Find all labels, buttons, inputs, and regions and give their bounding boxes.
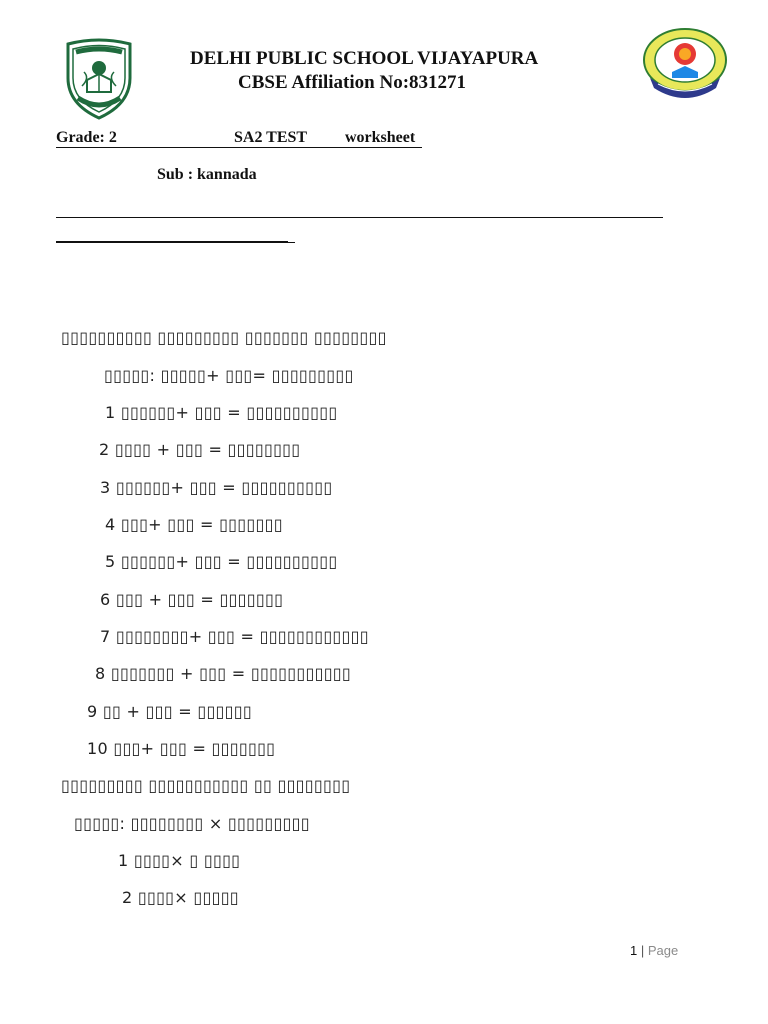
cbse-logo-right: [640, 26, 730, 98]
subject-label: Sub : kannada: [157, 166, 257, 183]
affiliation-number: CBSE Affiliation No:831271: [238, 72, 467, 93]
section2-heading: ▯▯▯▯▯▯▯▯▯ ▯▯▯▯▯▯▯▯▯▯▯ ▯▯ ▯▯▯▯▯▯▯▯: [61, 776, 351, 795]
test-label: SA2 TEST: [234, 129, 308, 146]
section1-item: 2 ▯▯▯▯ + ▯▯▯ = ▯▯▯▯▯▯▯▯: [99, 440, 301, 459]
name-line-2: [56, 241, 288, 243]
name-line-2-tail: [288, 242, 295, 243]
section1-item: 9 ▯▯ + ▯▯▯ = ▯▯▯▯▯▯: [87, 702, 252, 721]
section2-example: ▯▯▯▯▯: ▯▯▯▯▯▯▯▯ × ▯▯▯▯▯▯▯▯▯: [74, 814, 310, 833]
section1-item: 1 ▯▯▯▯▯▯+ ▯▯▯ = ▯▯▯▯▯▯▯▯▯▯: [105, 403, 338, 422]
section1-item: 4 ▯▯▯+ ▯▯▯ = ▯▯▯▯▯▯▯: [105, 515, 283, 534]
section1-item: 5 ▯▯▯▯▯▯+ ▯▯▯ = ▯▯▯▯▯▯▯▯▯▯: [105, 552, 338, 571]
section1-item: 7 ▯▯▯▯▯▯▯▯+ ▯▯▯ = ▯▯▯▯▯▯▯▯▯▯▯▯: [100, 627, 369, 646]
section2-item: 2 ▯▯▯▯× ▯▯▯▯▯: [122, 888, 239, 907]
section1-item: 10 ▯▯▯+ ▯▯▯ = ▯▯▯▯▯▯▯: [87, 739, 276, 758]
grade-underline: [56, 147, 422, 148]
section1-heading: ▯▯▯▯▯▯▯▯▯▯ ▯▯▯▯▯▯▯▯▯ ▯▯▯▯▯▯▯ ▯▯▯▯▯▯▯▯: [61, 328, 387, 347]
section1-item: 6 ▯▯▯ + ▯▯▯ = ▯▯▯▯▯▯▯: [100, 590, 284, 609]
section1-example: ▯▯▯▯▯: ▯▯▯▯▯+ ▯▯▯= ▯▯▯▯▯▯▯▯▯: [104, 366, 354, 385]
grade-label: Grade: 2: [56, 129, 117, 146]
school-name: DELHI PUBLIC SCHOOL VIJAYAPURA: [190, 48, 539, 69]
page-footer: [630, 943, 678, 958]
page-number: 1: [630, 943, 638, 958]
page-word: Page: [647, 943, 679, 958]
cbse-emblem-icon: [640, 26, 730, 98]
name-line-1: [56, 217, 663, 218]
dps-emblem-icon: [60, 38, 138, 120]
section1-item: 8 ▯▯▯▯▯▯▯ + ▯▯▯ = ▯▯▯▯▯▯▯▯▯▯▯: [95, 664, 352, 683]
section1-item: 3 ▯▯▯▯▯▯+ ▯▯▯ = ▯▯▯▯▯▯▯▯▯▯: [100, 478, 333, 497]
school-logo-left: [60, 38, 138, 120]
worksheet-label: worksheet: [345, 129, 416, 146]
section2-item: 1 ▯▯▯▯× ▯ ▯▯▯▯: [118, 851, 241, 870]
page-separator: |: [640, 943, 645, 958]
